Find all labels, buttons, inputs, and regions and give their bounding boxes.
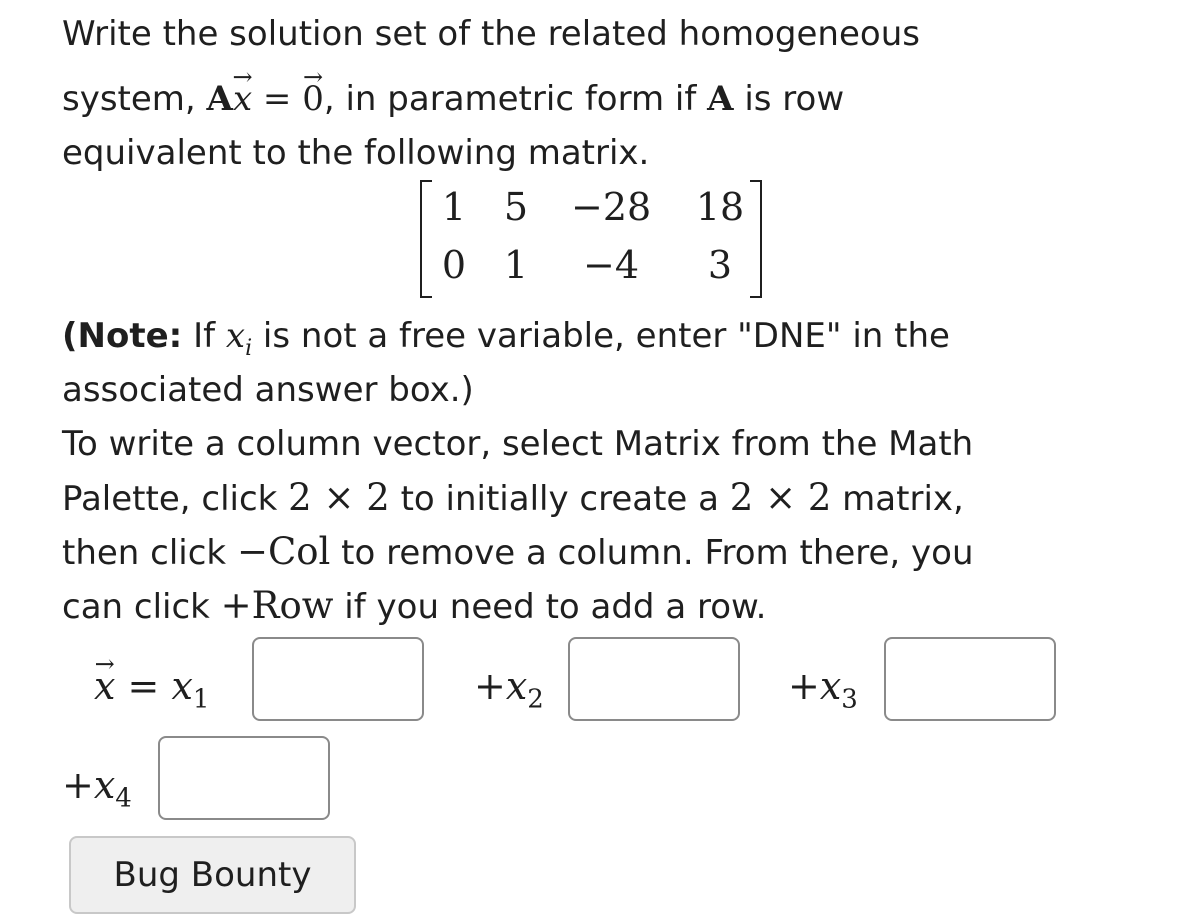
equals-sign: =: [115, 664, 172, 708]
subscript-1: 1: [192, 684, 210, 715]
row-equivalent-matrix: [420, 178, 762, 300]
note-label: (Note:: [62, 316, 183, 356]
matrix-cell: −28: [571, 185, 652, 229]
matrix-cell: −4: [582, 243, 640, 287]
instructions-line-3: [62, 525, 974, 580]
instructions-text: to remove a column. From there, you: [330, 533, 974, 573]
instructions-line-4: [62, 579, 767, 634]
plus-sign: +: [788, 664, 820, 708]
plus-sign: +: [474, 664, 506, 708]
matrix-cell: 18: [695, 185, 745, 229]
problem-text: is row: [733, 79, 845, 119]
problem-line-3: equivalent to the following matrix.: [62, 133, 650, 173]
variable-x: x: [225, 316, 246, 356]
instructions-line-2: [62, 471, 964, 526]
subscript-3: 3: [841, 684, 858, 715]
instructions-text: Palette, click: [62, 479, 289, 519]
plus-sign: +: [62, 763, 94, 807]
matrix-cell: 0: [441, 243, 467, 287]
vector-x-symbol: → x: [94, 659, 115, 713]
equals-sign: =: [252, 79, 303, 119]
term-x2-label: [474, 659, 544, 727]
math-plus-row: +Row: [220, 584, 334, 627]
problem-text: system,: [62, 79, 207, 119]
math-2x2: 2 × 2: [729, 476, 832, 519]
note-text: is not a free variable, enter "DNE" in the: [252, 316, 950, 356]
instructions-line-1: To write a column vector, select Matrix from the Math: [62, 424, 974, 464]
x4-vector-input[interactable]: [158, 736, 330, 820]
matrix-symbol-A: A: [707, 79, 734, 119]
bug-bounty-button[interactable]: Bug Bounty: [69, 836, 356, 914]
subscript-4: 4: [115, 783, 132, 814]
x3-vector-input[interactable]: [884, 637, 1056, 721]
instructions-text: matrix,: [831, 479, 964, 519]
term-x3-label: [788, 659, 858, 727]
instructions-text: to initially create a: [389, 479, 730, 519]
instructions-text: can click: [62, 587, 221, 627]
variable-x1: x: [171, 664, 193, 708]
matrix-cell: 3: [707, 243, 733, 287]
instructions-text: if you need to add a row.: [333, 587, 767, 627]
note-text: If: [182, 316, 226, 356]
variable-x2: x: [505, 664, 528, 708]
matrix-cell: 5: [503, 185, 529, 229]
matrix-symbol-A: A: [206, 79, 233, 119]
x2-vector-input[interactable]: [568, 637, 740, 721]
instructions-text: then click: [62, 533, 237, 573]
variable-index-i: i: [245, 335, 253, 361]
problem-text: , in parametric form if: [323, 79, 708, 119]
matrix-cell: 1: [503, 243, 529, 287]
x1-vector-input[interactable]: [252, 637, 424, 721]
variable-x3: x: [819, 664, 842, 708]
math-minus-col: −Col: [236, 530, 331, 573]
problem-line-2: [62, 72, 844, 126]
zero-vector-symbol: → 0: [302, 72, 324, 126]
note-line-2: associated answer box.): [62, 370, 474, 410]
matrix-cell: 1: [441, 185, 467, 229]
problem-line-1: Write the solution set of the related homogeneous: [62, 14, 920, 54]
subscript-2: 2: [527, 684, 544, 715]
term-x4-label: [62, 758, 132, 826]
vector-x-symbol: → x: [233, 72, 252, 126]
math-2x2: 2 × 2: [288, 476, 390, 519]
answer-lhs: [94, 659, 209, 727]
variable-x4: x: [93, 763, 116, 807]
